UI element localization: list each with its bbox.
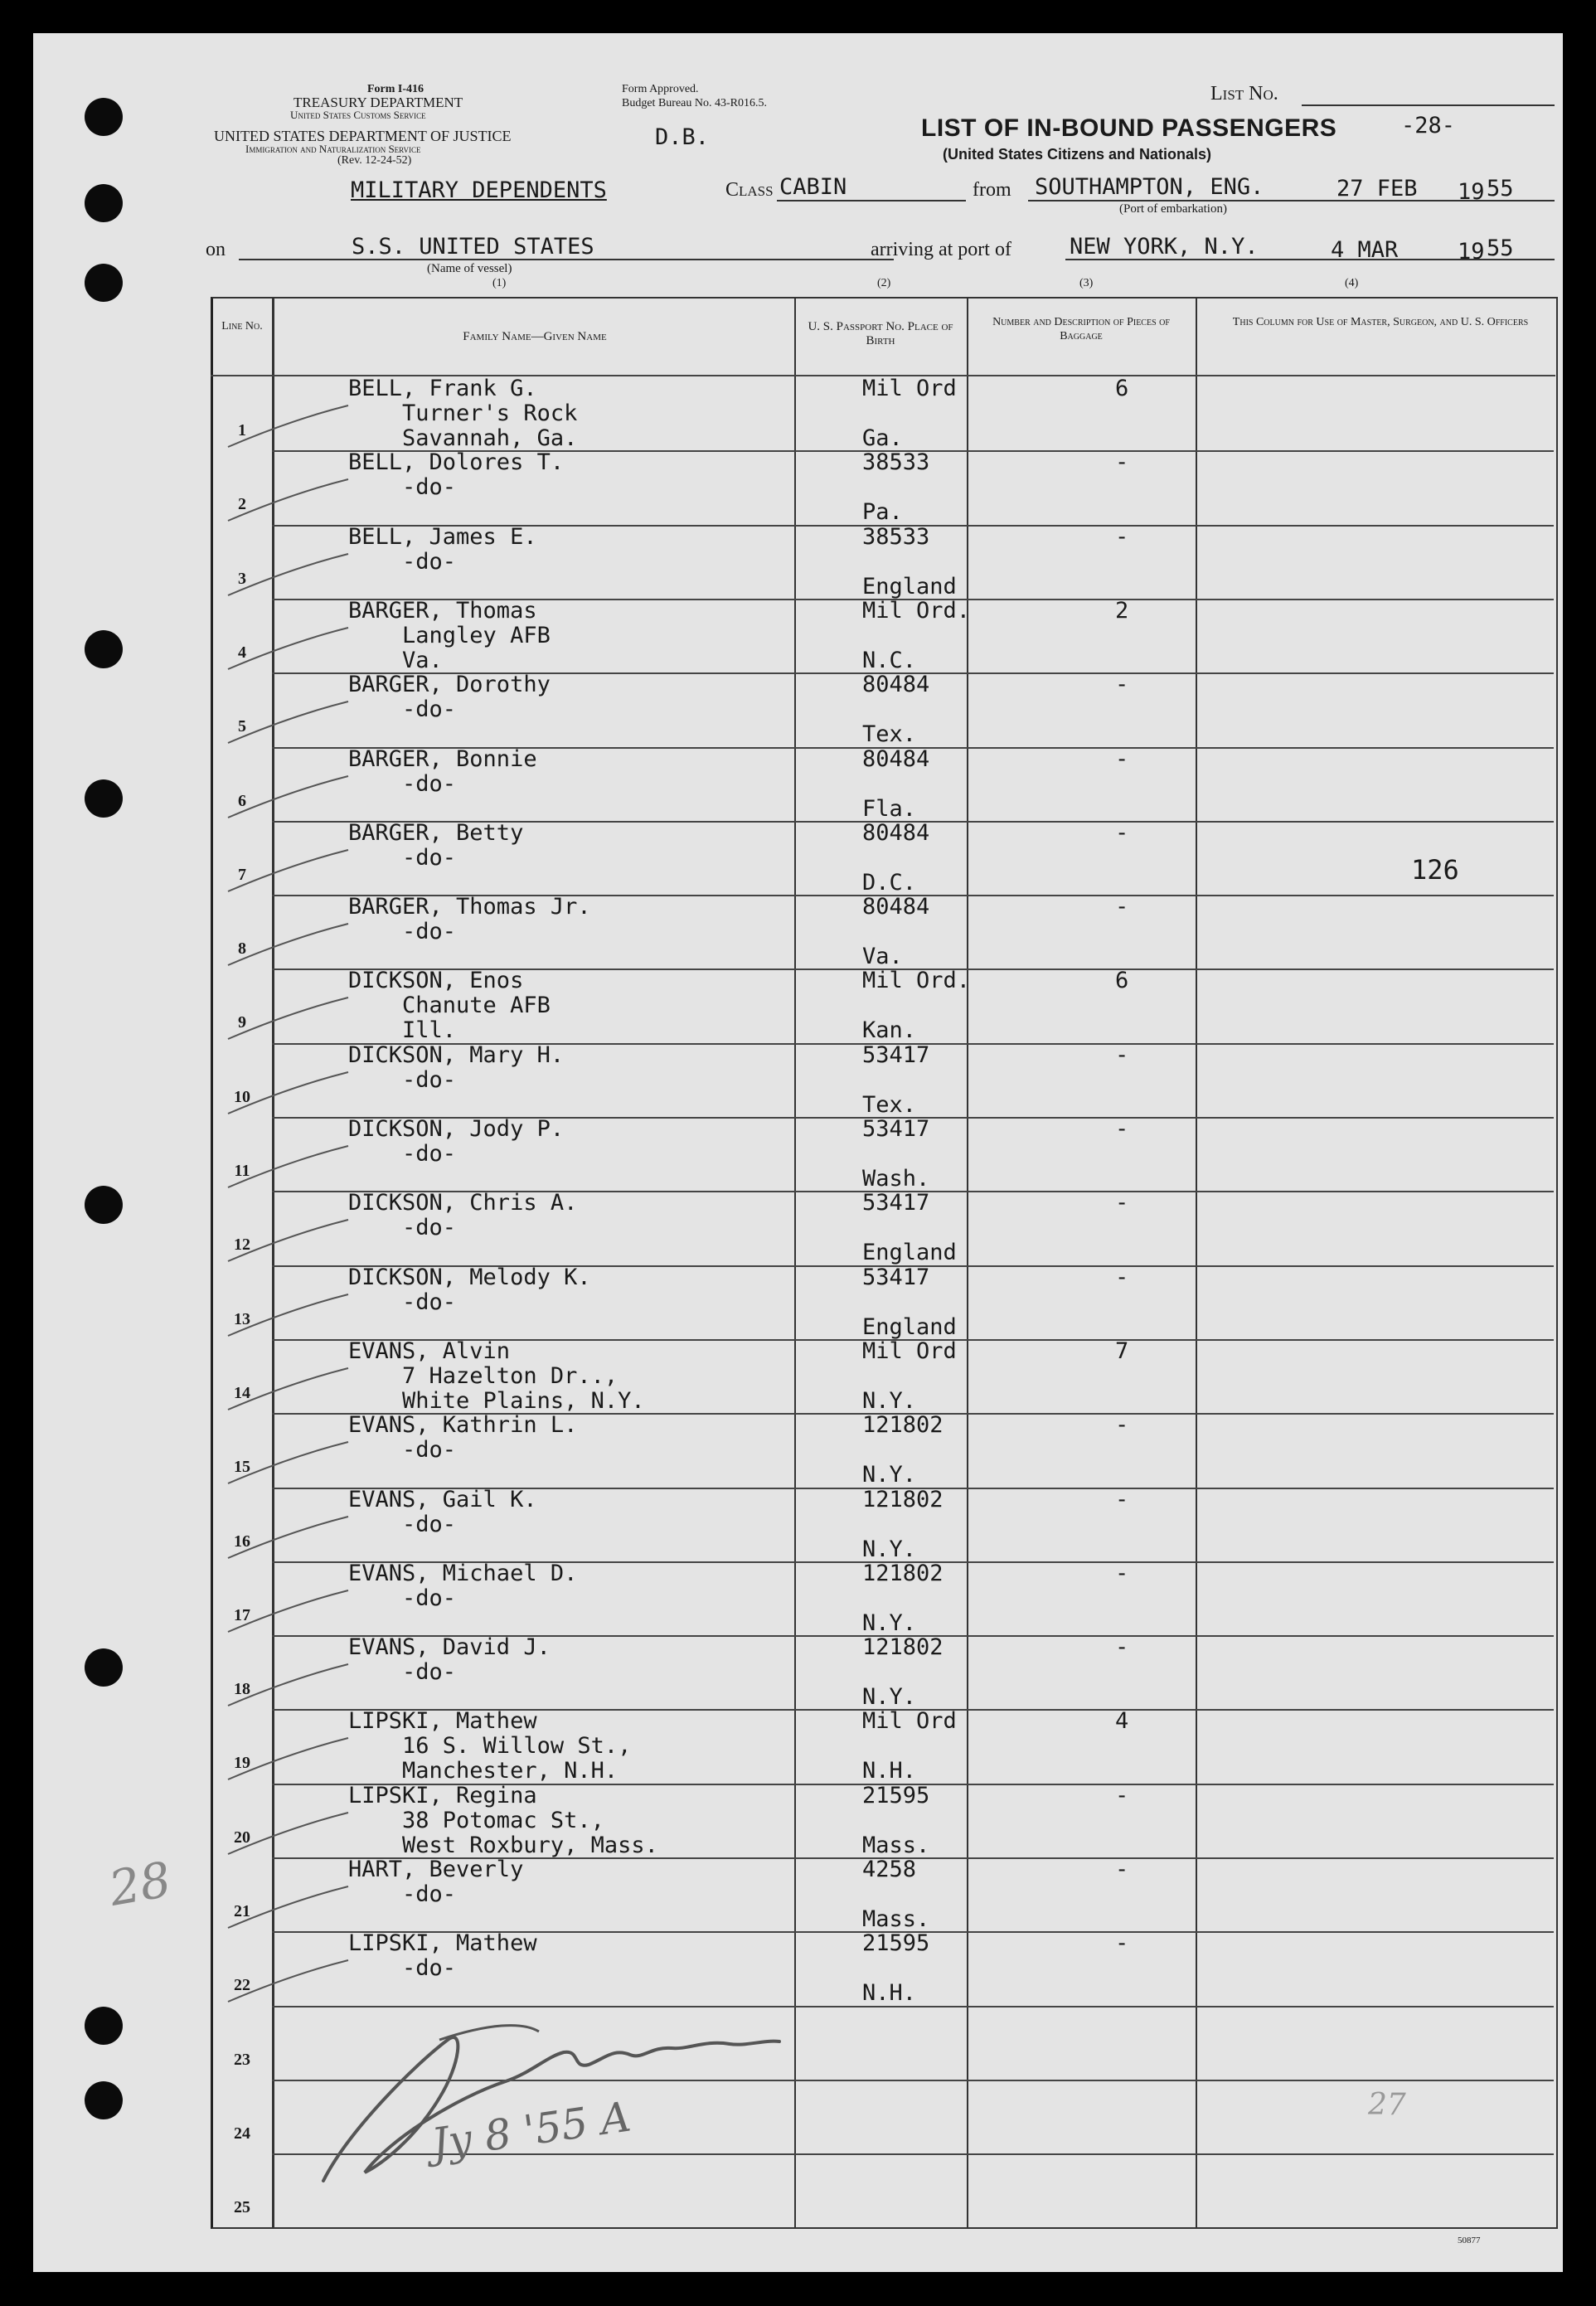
baggage-cell: 4	[1115, 1708, 1129, 1735]
col-number-2: (2)	[877, 277, 891, 289]
row-line-number: 1	[238, 421, 246, 439]
check-mark	[224, 1586, 357, 1636]
place-of-birth-cell: Tex.	[862, 721, 917, 748]
corner-note: 27	[1368, 2088, 1406, 2122]
passport-number-cell: 80484	[862, 745, 930, 772]
arrival-year-prefix: 19	[1458, 239, 1485, 265]
row-line-number: 21	[234, 1902, 250, 1920]
place-of-birth-cell: England	[862, 1313, 957, 1340]
passenger-name-cell: HART, Beverly -do-	[348, 1857, 524, 1907]
form-number: Form I-416	[367, 83, 424, 95]
check-mark	[224, 920, 357, 969]
passenger-name-cell: BARGER, Dorothy -do-	[348, 672, 551, 723]
passenger-name-cell: BELL, Frank G. Turner's Rock Savannah, Ga.	[348, 376, 578, 451]
list-no-label: List No.	[1210, 83, 1278, 104]
baggage-cell: -	[1115, 1486, 1129, 1512]
check-mark	[224, 1142, 357, 1192]
margin-note: 28	[104, 1851, 176, 1917]
baggage-cell: -	[1115, 1634, 1129, 1661]
row-line-number: 4	[238, 643, 246, 662]
passenger-name-cell: EVANS, Gail K. -do-	[348, 1486, 537, 1537]
passport-number-cell: 121802	[862, 1634, 944, 1661]
place-of-birth-cell: Fla.	[862, 795, 917, 822]
form-revision: (Rev. 12-24-52)	[337, 154, 412, 167]
port-embark-caption: (Port of embarkation)	[1119, 202, 1227, 216]
vessel-caption: (Name of vessel)	[427, 262, 512, 275]
passenger-name-cell: BELL, James E. -do-	[348, 523, 537, 575]
place-of-birth-cell: Kan.	[862, 1017, 917, 1044]
header-name: Family Name—Given Name	[463, 330, 607, 343]
place-of-birth-cell: Pa.	[862, 499, 903, 526]
punch-hole	[85, 1186, 123, 1224]
row-line-number: 14	[234, 1383, 250, 1402]
row-line-number: 23	[234, 2050, 250, 2069]
check-mark	[224, 1068, 357, 1118]
punch-hole	[85, 1648, 123, 1687]
row-line-number: 22	[234, 1976, 250, 1995]
check-mark	[224, 1734, 357, 1784]
customs-service: United States Customs Service	[290, 109, 426, 121]
row-line-number: 5	[238, 717, 246, 736]
baggage-cell: 2	[1115, 597, 1129, 624]
list-number: -28-	[1401, 113, 1456, 138]
on-label: on	[206, 239, 226, 260]
check-mark	[224, 1512, 357, 1562]
row-line-number: 15	[234, 1458, 250, 1477]
passenger-name-cell: DICKSON, Jody P. -do-	[348, 1116, 565, 1167]
row-line-number: 10	[234, 1087, 250, 1106]
arriving-label: arriving at port of	[871, 239, 1011, 260]
passport-number-cell: 53417	[862, 1116, 930, 1142]
punch-hole	[85, 264, 123, 302]
punch-hole	[85, 779, 123, 818]
check-mark	[224, 697, 357, 747]
baggage-cell: -	[1115, 1190, 1129, 1216]
immigration-service: Immigration and Naturalization Service	[245, 143, 421, 155]
place-of-birth-cell: Tex.	[862, 1091, 917, 1118]
row-line-number: 18	[234, 1680, 250, 1699]
row-line-number: 12	[234, 1236, 250, 1255]
col-number-3: (3)	[1079, 277, 1094, 289]
place-of-birth-cell: Mass.	[862, 1906, 930, 1932]
passport-number-cell: 121802	[862, 1486, 944, 1512]
row-line-number: 11	[234, 1162, 250, 1180]
baggage-cell: -	[1115, 523, 1129, 550]
punch-hole	[85, 2081, 123, 2119]
passport-number-cell: 80484	[862, 894, 930, 920]
passenger-name-cell: BARGER, Bonnie -do-	[348, 745, 537, 797]
place-of-birth-cell: N.H.	[862, 1980, 917, 2007]
budget-bureau: Budget Bureau No. 43-R016.5.	[622, 97, 767, 109]
check-mark	[224, 1808, 357, 1858]
passenger-name-cell: BELL, Dolores T. -do-	[348, 449, 565, 501]
place-of-birth-cell: N.Y.	[862, 1609, 917, 1636]
row-line-number: 16	[234, 1532, 250, 1551]
place-of-birth-cell: Ga.	[862, 425, 903, 451]
passenger-name-cell: BARGER, Betty -do-	[348, 819, 524, 871]
passenger-name-cell: EVANS, Alvin 7 Hazelton Dr.., White Plains, N.Y.	[348, 1337, 645, 1414]
form-footer: 50877	[1458, 2236, 1481, 2245]
passport-number-cell: 38533	[862, 449, 930, 476]
list-title: LIST OF IN-BOUND PASSENGERS	[921, 114, 1337, 142]
baggage-cell: 6	[1115, 376, 1129, 401]
passenger-name-cell: LIPSKI, Mathew 16 S. Willow St., Manchester, N.H.	[348, 1708, 632, 1784]
baggage-cell: -	[1115, 1930, 1129, 1957]
baggage-cell: -	[1115, 1857, 1129, 1882]
baggage-cell: -	[1115, 745, 1129, 772]
row-line-number: 6	[238, 791, 246, 810]
class-label: Class	[725, 179, 774, 201]
row-line-number: 7	[238, 865, 246, 884]
row-line-number: 3	[238, 569, 246, 588]
check-mark	[224, 1290, 357, 1340]
baggage-cell: 6	[1115, 968, 1129, 994]
treasury-department: TREASURY DEPARTMENT	[293, 95, 463, 110]
passenger-name-cell: DICKSON, Melody K. -do-	[348, 1264, 591, 1315]
list-subtitle: (United States Citizens and Nationals)	[943, 146, 1212, 163]
embark-year-prefix: 19	[1458, 179, 1485, 205]
place-of-birth-cell: N.H.	[862, 1758, 917, 1784]
punch-hole	[85, 630, 123, 668]
passport-number-cell: 53417	[862, 1190, 930, 1216]
check-mark	[224, 846, 357, 896]
place-of-birth-cell: D.C.	[862, 869, 917, 896]
place-of-birth-cell: N.Y.	[862, 1536, 917, 1562]
row-line-number: 13	[234, 1309, 250, 1328]
check-mark	[224, 401, 357, 451]
baggage-cell: -	[1115, 672, 1129, 698]
passenger-name-cell: LIPSKI, Mathew -do-	[348, 1930, 537, 1982]
document-page	[33, 33, 1563, 2272]
passport-number-cell: Mil Ord.	[862, 968, 971, 994]
place-of-birth-cell: Va.	[862, 944, 903, 970]
row-line-number: 9	[238, 1013, 246, 1032]
passenger-name-cell: LIPSKI, Regina 38 Potomac St., West Roxbury, Mass.	[348, 1782, 658, 1858]
passenger-name-cell: BARGER, Thomas Langley AFB Va.	[348, 597, 551, 673]
baggage-cell: -	[1115, 1264, 1129, 1290]
passenger-name-cell: EVANS, David J. -do-	[348, 1634, 551, 1686]
baggage-cell: -	[1115, 819, 1129, 846]
check-mark	[224, 550, 357, 600]
passport-number-cell: 121802	[862, 1560, 944, 1586]
place-of-birth-cell: N.Y.	[862, 1387, 917, 1414]
row-line-number: 24	[234, 2124, 250, 2143]
passport-number-cell: Mil Ord	[862, 376, 957, 401]
stamp-date: Jy 8 '55 A	[429, 2092, 634, 2168]
arrival-year: 55	[1487, 235, 1514, 261]
check-mark	[224, 1438, 357, 1488]
check-mark	[224, 772, 357, 822]
arrival-port: NEW YORK, N.Y.	[1070, 234, 1259, 260]
passport-number-cell: 80484	[862, 819, 930, 846]
place-of-birth-cell: England	[862, 1240, 957, 1266]
passport-number-cell: Mil Ord	[862, 1337, 957, 1364]
from-label: from	[973, 179, 1011, 201]
passport-number-cell: 21595	[862, 1930, 930, 1957]
punch-hole	[85, 2007, 123, 2045]
baggage-cell: -	[1115, 449, 1129, 476]
baggage-cell: -	[1115, 1560, 1129, 1586]
check-mark	[224, 475, 357, 525]
check-mark	[224, 1882, 357, 1932]
arrival-date: 4 MAR	[1331, 237, 1399, 263]
class-value: CABIN	[779, 174, 847, 200]
officer-note: 126	[1411, 854, 1459, 886]
row-line-number: 20	[234, 1828, 250, 1847]
col-number-1: (1)	[492, 277, 507, 289]
place-of-birth-cell: Mass.	[862, 1832, 930, 1858]
passport-number-cell: 4258	[862, 1857, 917, 1882]
baggage-cell: -	[1115, 1116, 1129, 1142]
passenger-name-cell: EVANS, Michael D. -do-	[348, 1560, 578, 1611]
passenger-name-cell: DICKSON, Mary H. -do-	[348, 1041, 565, 1093]
check-mark	[224, 1660, 357, 1710]
passenger-name-cell: BARGER, Thomas Jr. -do-	[348, 894, 591, 945]
row-line-number: 17	[234, 1605, 250, 1624]
group-designation: MILITARY DEPENDENTS	[351, 177, 607, 203]
row-line-number: 19	[234, 1754, 250, 1773]
vessel-name: S.S. UNITED STATES	[352, 234, 594, 260]
passport-number-cell: Mil Ord.	[862, 597, 971, 624]
place-of-birth-cell: N.Y.	[862, 1684, 917, 1711]
passport-number-cell: 53417	[862, 1264, 930, 1290]
header-line-no: Line No.	[221, 320, 263, 333]
punch-hole	[85, 98, 123, 136]
header-passport: U. S. Passport No. Place of Birth	[808, 320, 953, 347]
baggage-cell: -	[1115, 894, 1129, 920]
passport-number-cell: 121802	[862, 1412, 944, 1439]
baggage-cell: -	[1115, 1412, 1129, 1439]
department-of-justice: UNITED STATES DEPARTMENT OF JUSTICE	[214, 128, 512, 144]
place-of-birth-cell: Wash.	[862, 1166, 930, 1192]
row-line-number: 25	[234, 2198, 250, 2217]
passport-number-cell: Mil Ord	[862, 1708, 957, 1735]
check-mark	[224, 993, 357, 1043]
place-of-birth-cell: England	[862, 573, 957, 600]
embark-date: 27 FEB	[1336, 176, 1418, 201]
passenger-name-cell: DICKSON, Chris A. -do-	[348, 1190, 578, 1241]
row-line-number: 2	[238, 495, 246, 514]
baggage-cell: -	[1115, 1782, 1129, 1808]
form-approved: Form Approved.	[622, 83, 699, 95]
signature-scrawl	[315, 2007, 829, 2189]
check-mark	[224, 1956, 357, 2006]
embark-year: 55	[1487, 176, 1514, 201]
check-mark	[224, 1216, 357, 1265]
check-mark	[224, 1364, 357, 1414]
port-of-embarkation: SOUTHAMPTON, ENG.	[1035, 174, 1264, 200]
passport-number-cell: 21595	[862, 1782, 930, 1808]
passport-number-cell: 80484	[862, 672, 930, 698]
passenger-name-cell: DICKSON, Enos Chanute AFB Ill.	[348, 968, 551, 1044]
row-line-number: 8	[238, 939, 246, 959]
header-officers: This Column for Use of Master, Surgeon, and U. S. Officers	[1232, 316, 1529, 328]
col-number-4: (4)	[1345, 277, 1359, 289]
passport-number-cell: 38533	[862, 523, 930, 550]
baggage-cell: 7	[1115, 1337, 1129, 1364]
passenger-name-cell: EVANS, Kathrin L. -do-	[348, 1412, 578, 1464]
place-of-birth-cell: N.Y.	[862, 1462, 917, 1488]
passport-number-cell: 53417	[862, 1041, 930, 1068]
check-mark	[224, 624, 357, 673]
baggage-cell: -	[1115, 1041, 1129, 1068]
header-baggage: Number and Description of Pieces of Baggage	[992, 316, 1170, 342]
db-code: D.B.	[655, 124, 710, 150]
place-of-birth-cell: N.C.	[862, 647, 917, 673]
punch-hole	[85, 184, 123, 222]
